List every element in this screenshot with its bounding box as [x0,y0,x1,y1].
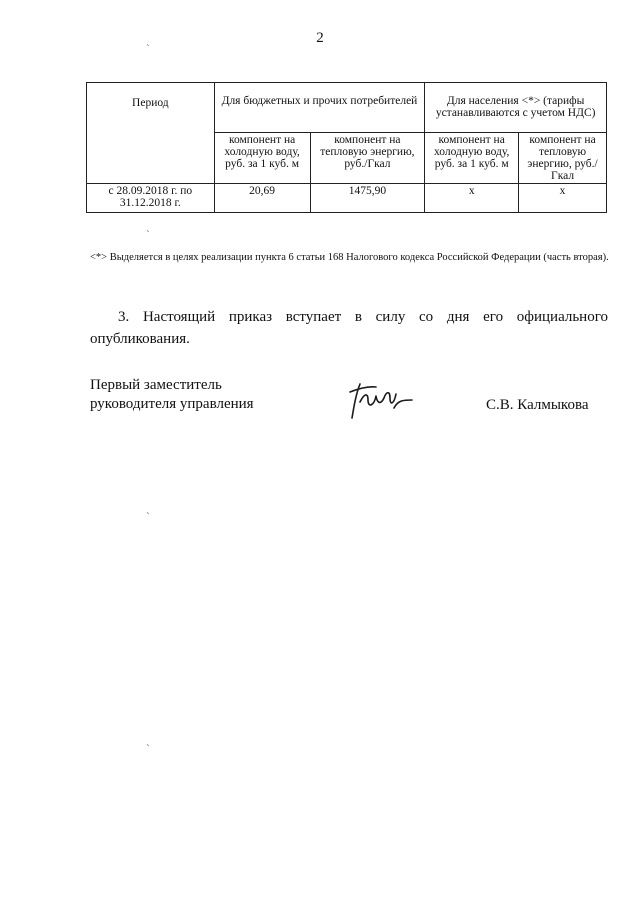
table-row [87,184,607,213]
sub-header-heat-energy: компонент на тепловую энергию, руб./Гкал [519,133,607,184]
signatory-name: С.В. Калмыкова [486,397,589,413]
scan-speck: ` [146,743,150,755]
value-cell: х [425,184,519,213]
sub-header-cold-water: компонент на холодную воду, руб. за 1 куб. м [425,133,519,184]
clause-3: 3. Настоящий приказ вступает в силу со дня его официального опубликования. [90,309,608,347]
position-line-1: Первый заместитель [90,377,222,393]
period-header: Период [87,83,215,184]
signatory-position [90,376,254,414]
footnote: <*> Выделяется в целях реализации пункта 6 статьи 168 Налогового кодекса Российской Федерации (часть вторая). [90,252,609,263]
position-line-2: руководителя управления [90,396,254,412]
population-header: Для населения <*> (тарифы устанавливаются с учетом НДС) [425,83,607,133]
value-cell: х [519,184,607,213]
page-number: 2 [316,30,324,46]
sub-header-cold-water: компонент на холодную воду, руб. за 1 куб. м [214,133,310,184]
sub-header-heat-energy: компонент на тепловую энергию, руб./Гкал [310,133,425,184]
budget-consumers-header: Для бюджетных и прочих потребителей [214,83,425,133]
scan-speck: ` [146,43,150,55]
tariff-table [86,82,607,213]
value-cell: 1475,90 [310,184,425,213]
handwritten-signature [346,378,416,422]
scan-speck: ` [146,229,150,241]
period-cell: с 28.09.2018 г. по 31.12.2018 г. [87,184,215,213]
value-cell: 20,69 [214,184,310,213]
scan-speck: ` [146,511,150,523]
